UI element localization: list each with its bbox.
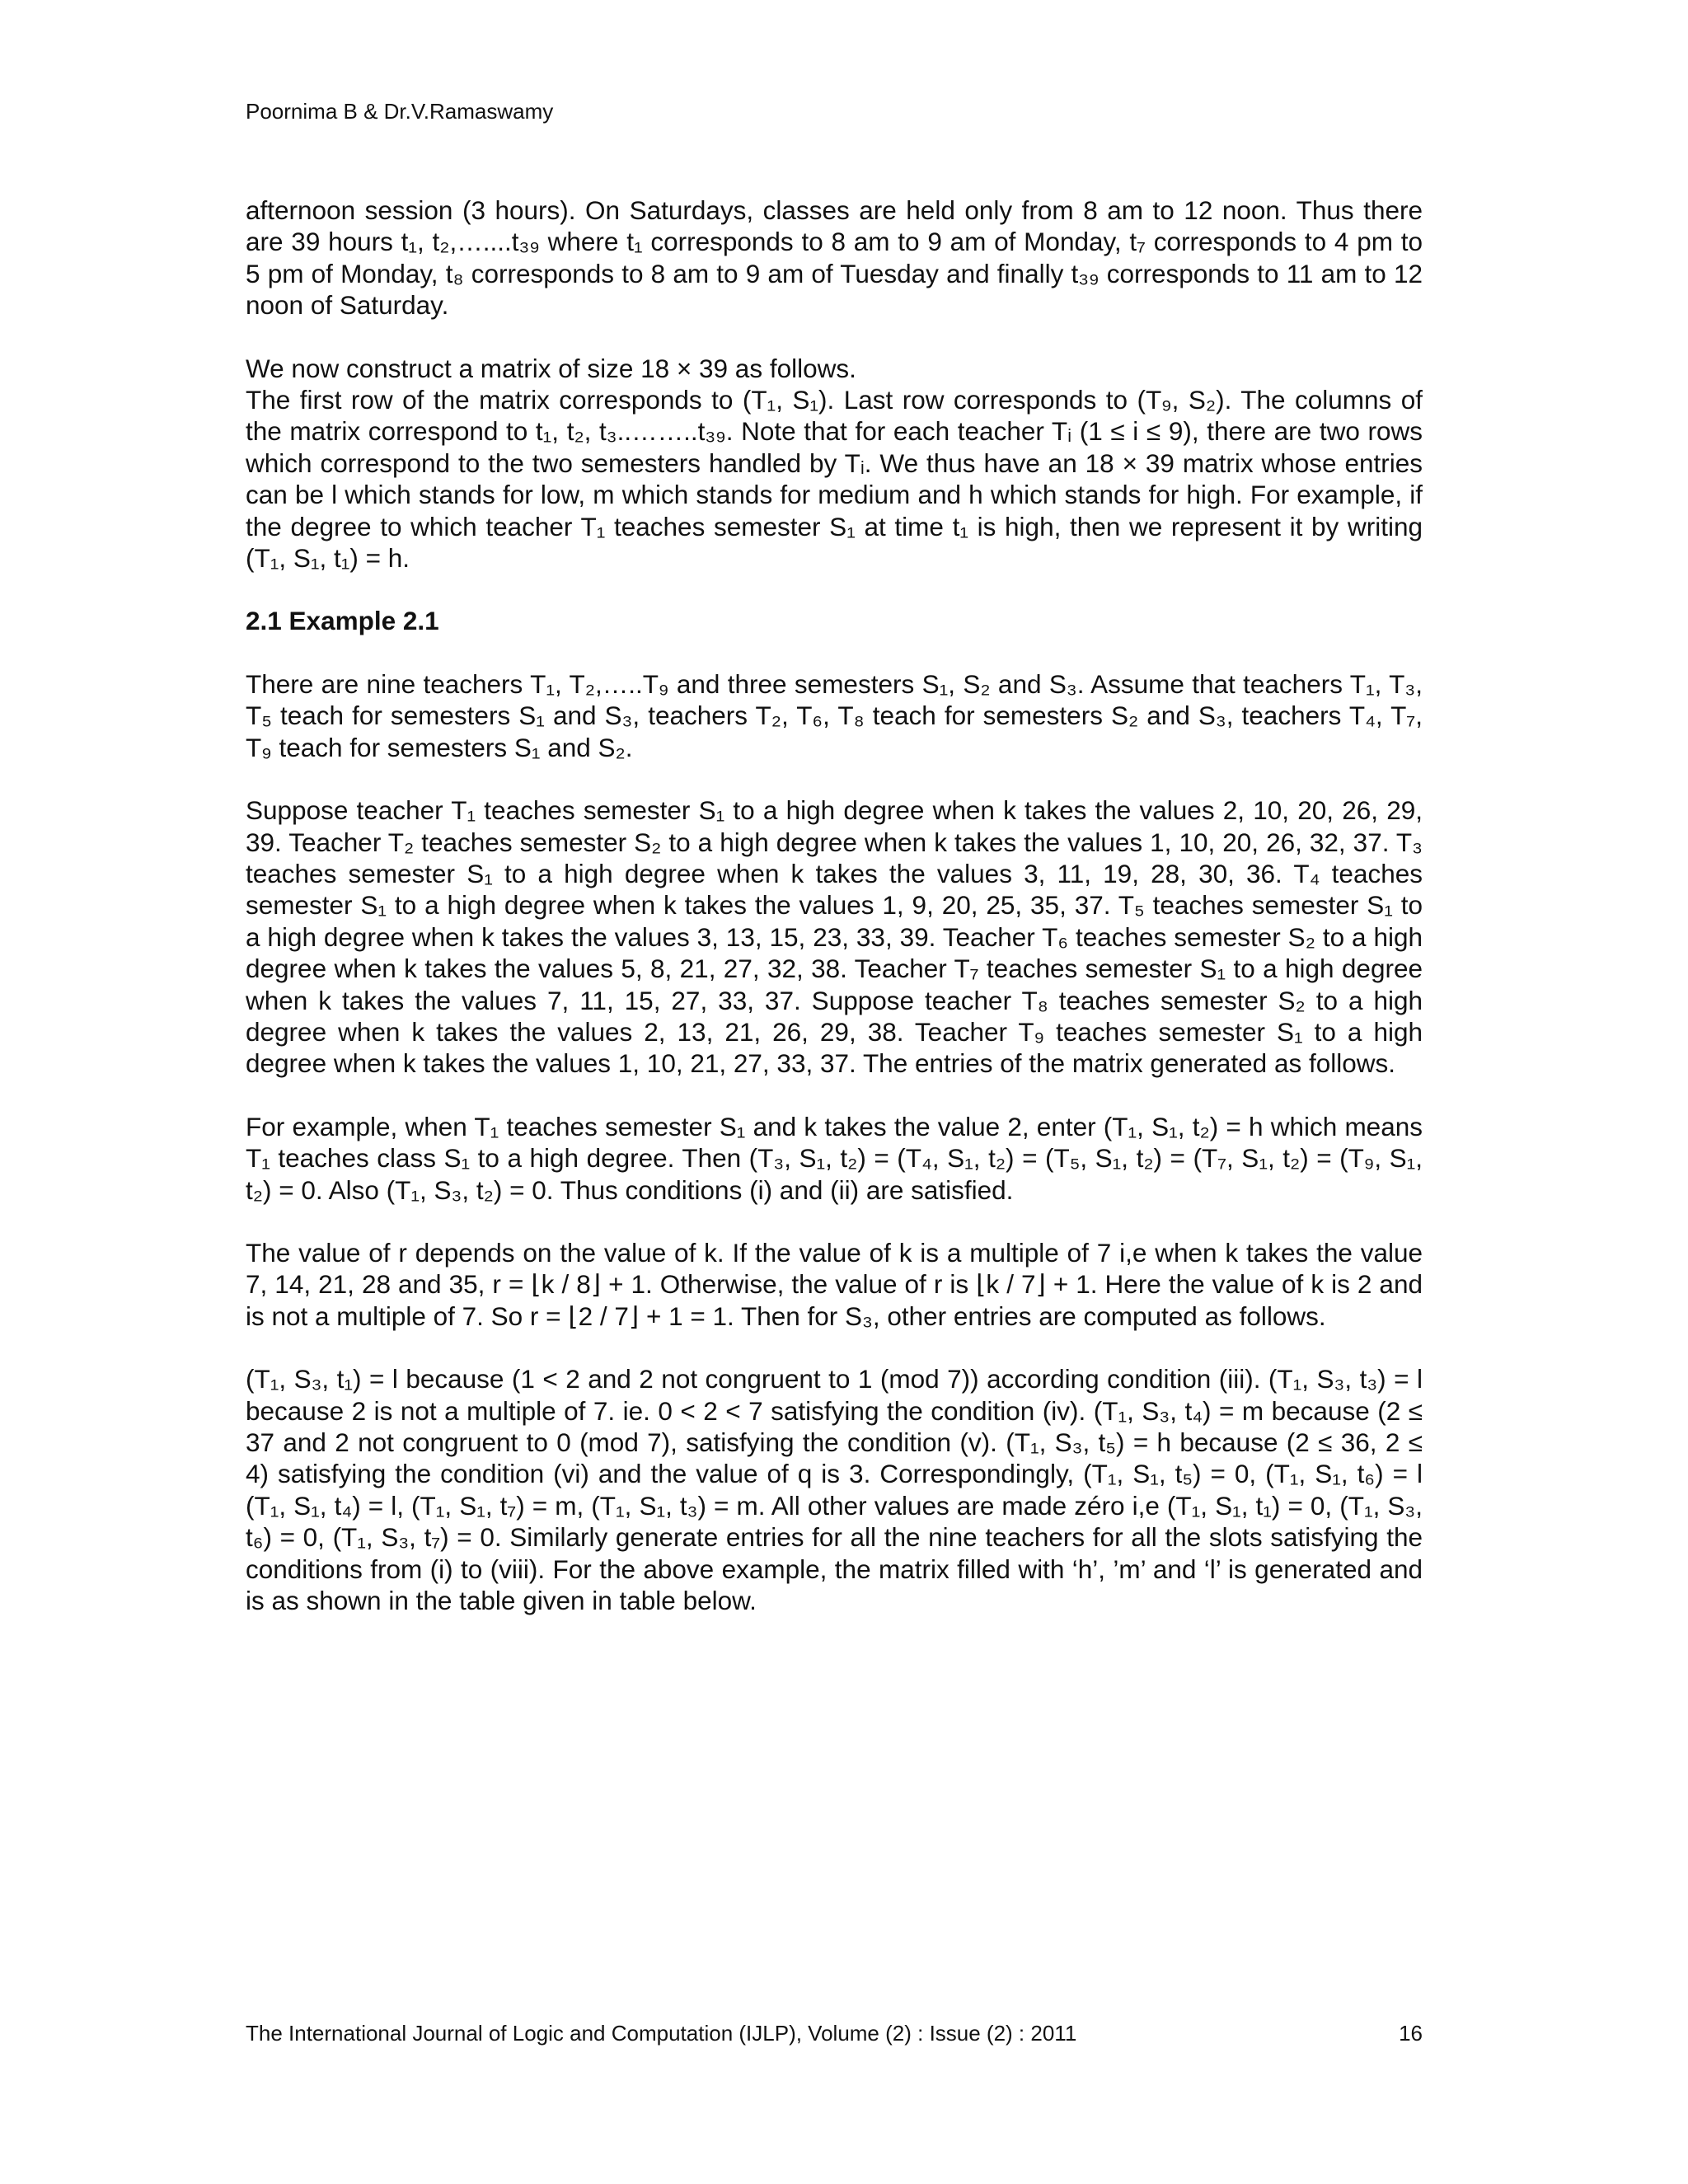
- page-number: 16: [1399, 2021, 1423, 2046]
- paragraph-conditions: (T₁, S₃, t₁) = l because (1 < 2 and 2 not congruent to 1 (mod 7)) according condition (iii). (T₁, S₃, t₃) = l because 2 is not a multiple of 7. ie. 0 < 2 < 7 satisfying the condition (iv). (T₁, S₃, t₄) = m because (2 ≤ 37 and 2 not congruent to 0 (mod 7), satisfying the condition (v). (T₁, S₃, t₅) = h because (2 ≤ 36, 2 ≤ 4) satisfying the condition (vi) and the value of q is 3. Correspondingly, (T₁, S₁, t₅) = 0, (T₁, S₁, t₆) = l (T₁, S₁, t₄) = l, (T₁, S₁, t₇) = m, (T₁, S₁, t₃) = m. All other values are made zéro i,e (T₁, S₁, t₁) = 0, (T₁, S₃, t₆) = 0, (T₁, S₃, t₇) = 0. Similarly generate entries for all the nine teachers for all the slots satisfying the conditions from (i) to (viii). For the above example, the matrix filled with ‘h’, ’m’ and ‘l’ is generated and is as shown in the table given in table below.: [246, 1364, 1423, 1616]
- section-heading: 2.1 Example 2.1: [246, 606, 439, 636]
- footer-journal: The International Journal of Logic and Computation (IJLP), Volume (2) : Issue (2) : 2011: [246, 2021, 1077, 2046]
- paragraph-teachers-semesters: There are nine teachers T₁, T₂,…..T₉ and three semesters S₁, S₂ and S₃. Assume that teachers T₁, T₃, T₅ teach for semesters S₁ and S₃, teachers T₂, T₆, T₈ teach for semesters S₂ and S₃, teachers T₄, T₇, T₉ teach for semesters S₁ and S₂.: [246, 668, 1423, 762]
- paragraph-matrix-rows: The first row of the matrix corresponds to (T₁, S₁). Last row corresponds to (T₉, S₂). The columns of the matrix correspond to t₁, t₂, t₃..……..t₃₉. Note that for each teacher Tᵢ (1 ≤ i ≤ 9), there are two rows which correspond to the two semesters handled by Tᵢ. We thus have an 18 × 39 matrix whose entries can be l which stands for low, m which stands for medium and h which stands for high. For example, if the degree to which teacher T₁ teaches semester S₁ at time t₁ is high, then we represent it by writing (T₁, S₁, t₁) = h.: [246, 385, 1423, 574]
- body-text: [246, 194, 1423, 1647]
- paragraph-example-entries: For example, when T₁ teaches semester S₁ and k takes the value 2, enter (T₁, S₁, t₂) = h which means T₁ teaches class S₁ to a high degree. Then (T₃, S₁, t₂) = (T₄, S₁, t₂) = (T₅, S₁, t₂) = (T₇, S₁, t₂) = (T₉, S₁, t₂) = 0. Also (T₁, S₃, t₂) = 0. Thus conditions (i) and (ii) are satisfied.: [246, 1111, 1423, 1205]
- paragraph-high-degree-values: Suppose teacher T₁ teaches semester S₁ to a high degree when k takes the values 2, 10, 20, 26, 29, 39. Teacher T₂ teaches semester S₂ to a high degree when k takes the values 1, 10, 20, 26, 32, 37. T₃ teaches semester S₁ to a high degree when k takes the values 3, 11, 19, 28, 30, 36. T₄ teaches semester S₁ to a high degree when k takes the values 1, 9, 20, 25, 35, 37. T₅ teaches semester S₁ to a high degree when k takes the values 3, 13, 15, 23, 33, 39. Teacher T₆ teaches semester S₂ to a high degree when k takes the values 5, 8, 21, 27, 32, 38. Teacher T₇ teaches semester S₁ to a high degree when k takes the values 7, 11, 15, 27, 33, 37. Suppose teacher T₈ teaches semester S₂ to a high degree when k takes the values 2, 13, 21, 26, 29, 38. Teacher T₉ teaches semester S₁ to a high degree when k takes the values 1, 10, 21, 27, 33, 37. The entries of the matrix generated as follows.: [246, 795, 1423, 1079]
- footer: [246, 2021, 1423, 2046]
- running-head-authors: Poornima B & Dr.V.Ramaswamy: [246, 99, 554, 124]
- paragraph-time-slots: afternoon session (3 hours). On Saturdays, classes are held only from 8 am to 12 noon. Thus there are 39 hours t₁, t₂,…....t₃₉ where t₁ corresponds to 8 am to 9 am of Monday, t₇ corresponds to 4 pm to 5 pm of Monday, t₈ corresponds to 8 am to 9 am of Tuesday and finally t₃₉ corresponds to 11 am to 12 noon of Saturday.: [246, 195, 1423, 321]
- paragraph-matrix-size: We now construct a matrix of size 18 × 39 as follows.: [246, 353, 856, 383]
- paragraph-value-of-r: The value of r depends on the value of k. If the value of k is a multiple of 7 i,e when k takes the value 7, 14, 21, 28 and 35, r = ⌊k / 8⌋ + 1. Otherwise, the value of r is ⌊k / 7⌋ + 1. Here the value of k is 2 and is not a multiple of 7. So r = ⌊2 / 7⌋ + 1 = 1. Then for S₃, other entries are computed as follows.: [246, 1237, 1423, 1331]
